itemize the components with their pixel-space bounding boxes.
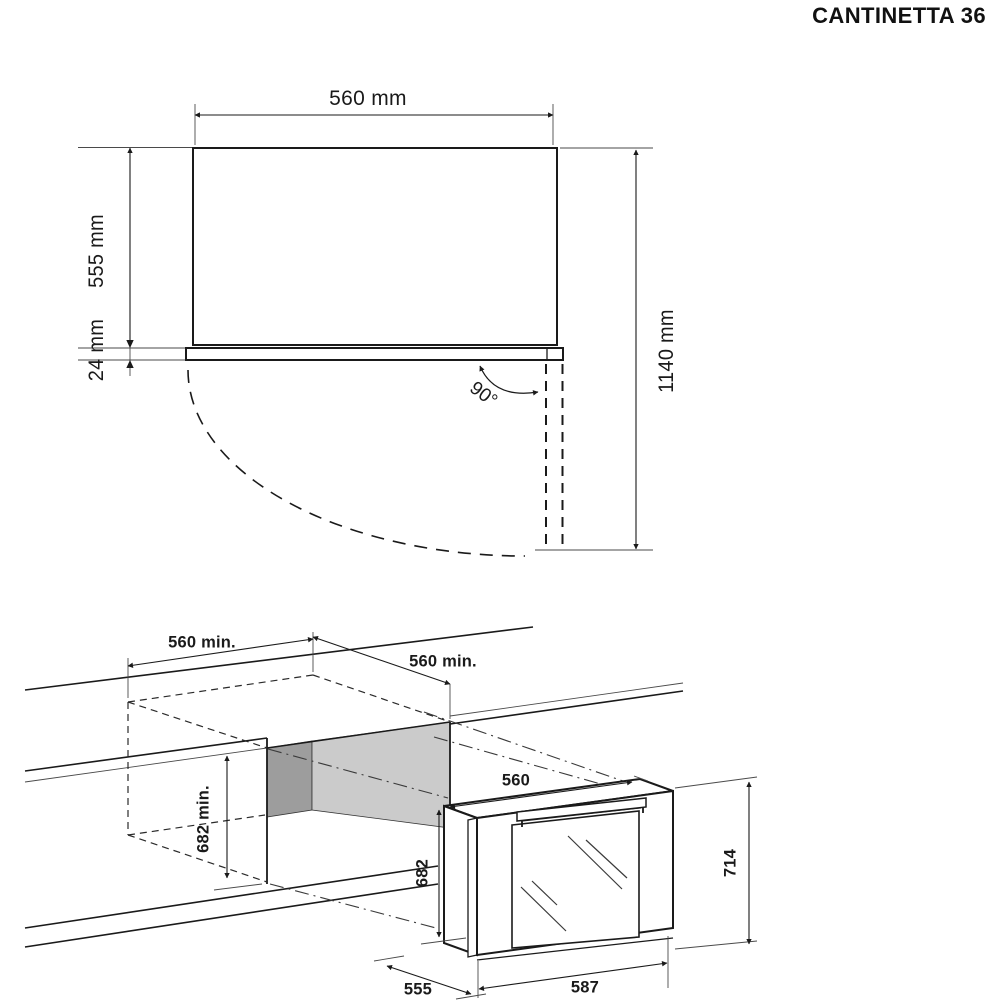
glass-door-frame (512, 811, 639, 948)
dim-label-appliance-overall-height: 714 (721, 848, 740, 878)
dim-label-appliance-height: 682 (413, 858, 432, 888)
plan-door-open-dashed (546, 364, 563, 549)
dim-label-appliance-depth: 555 (403, 980, 433, 999)
page-title: CANTINETTA 36 (812, 3, 986, 28)
appliance (444, 779, 673, 960)
dim-label-niche-height: 682 min. (194, 785, 213, 853)
niche-back-wall (312, 722, 450, 828)
dim-label-plinth-height: 24 mm (85, 318, 108, 382)
plan-cabinet-outline (193, 148, 557, 345)
dim-label-appliance-width: 560 (501, 771, 531, 790)
dim-label-door-angle: 90° (465, 377, 502, 412)
dim-label-niche-depth: 560 min. (409, 652, 477, 671)
dim-label-plan-width: 560 mm (329, 87, 407, 110)
door-left-edge-band (468, 818, 477, 957)
plan-door-closed (186, 348, 563, 360)
niche-side-wall (267, 741, 312, 817)
dim-label-cabinet-height: 555 mm (85, 214, 108, 288)
dim-label-overall-height: 1140 mm (655, 309, 678, 393)
installation-view (25, 627, 757, 999)
dim-label-niche-width: 560 min. (168, 633, 236, 652)
plan-view (78, 104, 653, 556)
dim-label-front-width: 587 (570, 978, 600, 997)
